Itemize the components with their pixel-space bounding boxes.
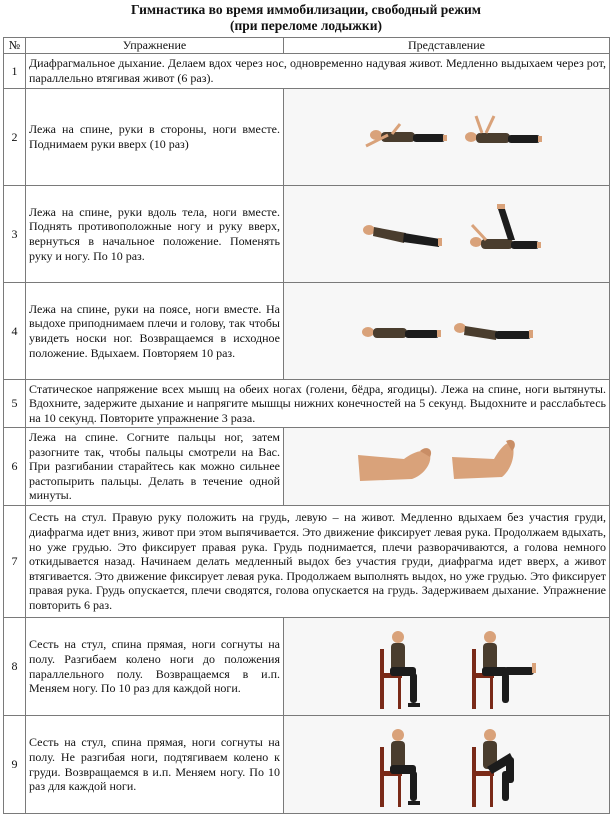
figure-lying-flat [362, 327, 441, 338]
row-text: Лежа на спине. Согните пальцы ног, затем разогните так, чтобы пальцы смотрели на Вас. При разгибании старайтесь как можно сильнее растопырить пальцы. Делать в течение одной минуты. [26, 428, 284, 506]
row-illustration [284, 89, 610, 186]
header-exercise: Упражнение [26, 38, 284, 54]
lying-arms-out-illustration [284, 90, 608, 185]
lying-opposite-limbs-illustration [284, 187, 608, 282]
row-text: Статическое напряжение всех мышц на обеих ногах (голени, бёдра, ягодицы). Лежа на спине, ноги вытянуты. Вдохните, задержите дыхание и напрягите мышцы нижних конечностей на 5 секунд. Выдохните и расслабьтесь на 10 секунд. Повторите упражнение 3 раза. [26, 380, 610, 428]
row-text: Сесть на стул. Правую руку положить на грудь, левую – на живот. Медленно вдыхаем без участия груди, диафрагма идет вниз, живот при этом выпячивается. Это движение фиксирует левая рука. Продолжаем вдыхать, но уже грудью. Это фиксирует правая рука. Грудь поднимается, плечи разворачиваются, а голова немного откидывается назад. Начинаем делать медленный выдох без участия груди, диафрагма идет вверх, а живот втягивается. Это движение фиксирует левая рука. Продолжаем выполнять выдох, но уже грудью. Это фиксирует правая рука. Грудь опускается, плечи сводятся, голова опускается на грудь. Задерживаем дыхание. Упражнение повторить 6 раз. [26, 506, 610, 618]
title-line-1: Гимнастика во время иммобилизации, свободный режим [131, 2, 481, 17]
table-row [4, 380, 610, 428]
foot-toes-flexed [358, 448, 431, 481]
table-row [4, 428, 610, 506]
exercise-table [3, 37, 610, 814]
figure-lying-still [363, 225, 442, 247]
foot-flex-illustration [284, 429, 608, 505]
row-illustration [284, 618, 610, 716]
row-illustration [284, 283, 610, 380]
row-number: 4 [4, 283, 26, 380]
figure-head-raised [454, 323, 533, 340]
row-illustration [284, 186, 610, 283]
figure-seated-leg-extended [472, 631, 536, 709]
row-text: Диафрагмальное дыхание. Делаем вдох через нос, одновременно надувая живот. Медленно выдыхаем через рот, параллельно втягивая живот (6 раз). [26, 54, 610, 89]
table-row [4, 716, 610, 814]
row-number: 9 [4, 716, 26, 814]
header-illustration: Представление [284, 38, 610, 54]
figure-lying-raising-limbs [470, 204, 541, 249]
row-text: Сесть на стул, спина прямая, ноги согнуты на полу. Не разгибая ноги, подтягиваем колено к груди. Возвращаемся в и.п. Меняем ногу. По 10 раз для каждой ноги. [26, 716, 284, 814]
table-row [4, 506, 610, 618]
figure-seated-rest [380, 631, 420, 709]
figure-seated-knee-raised [472, 729, 514, 807]
figure-lying-arms-side [366, 124, 447, 146]
row-number: 1 [4, 54, 26, 89]
page-title [0, 2, 612, 34]
row-text: Лежа на спине, руки вдоль тела, ноги вместе. Поднять противоположные ногу и руку вверх, вернуться в начальное положение. Поменять руку и ногу. По 10 раз. [26, 186, 284, 283]
row-number: 2 [4, 89, 26, 186]
title-line-2: (при переломе лодыжки) [230, 18, 382, 33]
row-number: 8 [4, 618, 26, 716]
row-text: Сесть на стул, спина прямая, ноги согнуты на полу. Разгибаем колено ноги до положения параллельного полу. Возвращаемся в и.п. Меняем ногу. По 10 раз для каждой ноги. [26, 618, 284, 716]
figure-lying-arms-up [465, 116, 542, 143]
row-text: Лежа на спине, руки в стороны, ноги вместе. Поднимаем руки вверх (10 раз) [26, 89, 284, 186]
table-row [4, 54, 610, 89]
row-illustration [284, 428, 610, 506]
row-text: Лежа на спине, руки на поясе, ноги вместе. На выдохе приподнимаем плечи и голову, так чтобы увидеть носки ног. Возвращаемся в исходное положение. Вдыхаем. Повторяем 10 раз. [26, 283, 284, 380]
row-number: 3 [4, 186, 26, 283]
table-row [4, 618, 610, 716]
foot-toes-extended [452, 439, 515, 478]
row-number: 7 [4, 506, 26, 618]
table-row [4, 283, 610, 380]
table-row [4, 89, 610, 186]
row-number: 5 [4, 380, 26, 428]
header-num: № [4, 38, 26, 54]
row-illustration [284, 716, 610, 814]
seated-knee-to-chest-illustration [284, 717, 608, 813]
lying-head-raise-illustration [284, 284, 608, 379]
row-number: 6 [4, 428, 26, 506]
table-row [4, 186, 610, 283]
figure-seated-rest [380, 729, 420, 807]
seated-knee-extension-illustration [284, 619, 608, 715]
table-header-row [4, 38, 610, 54]
